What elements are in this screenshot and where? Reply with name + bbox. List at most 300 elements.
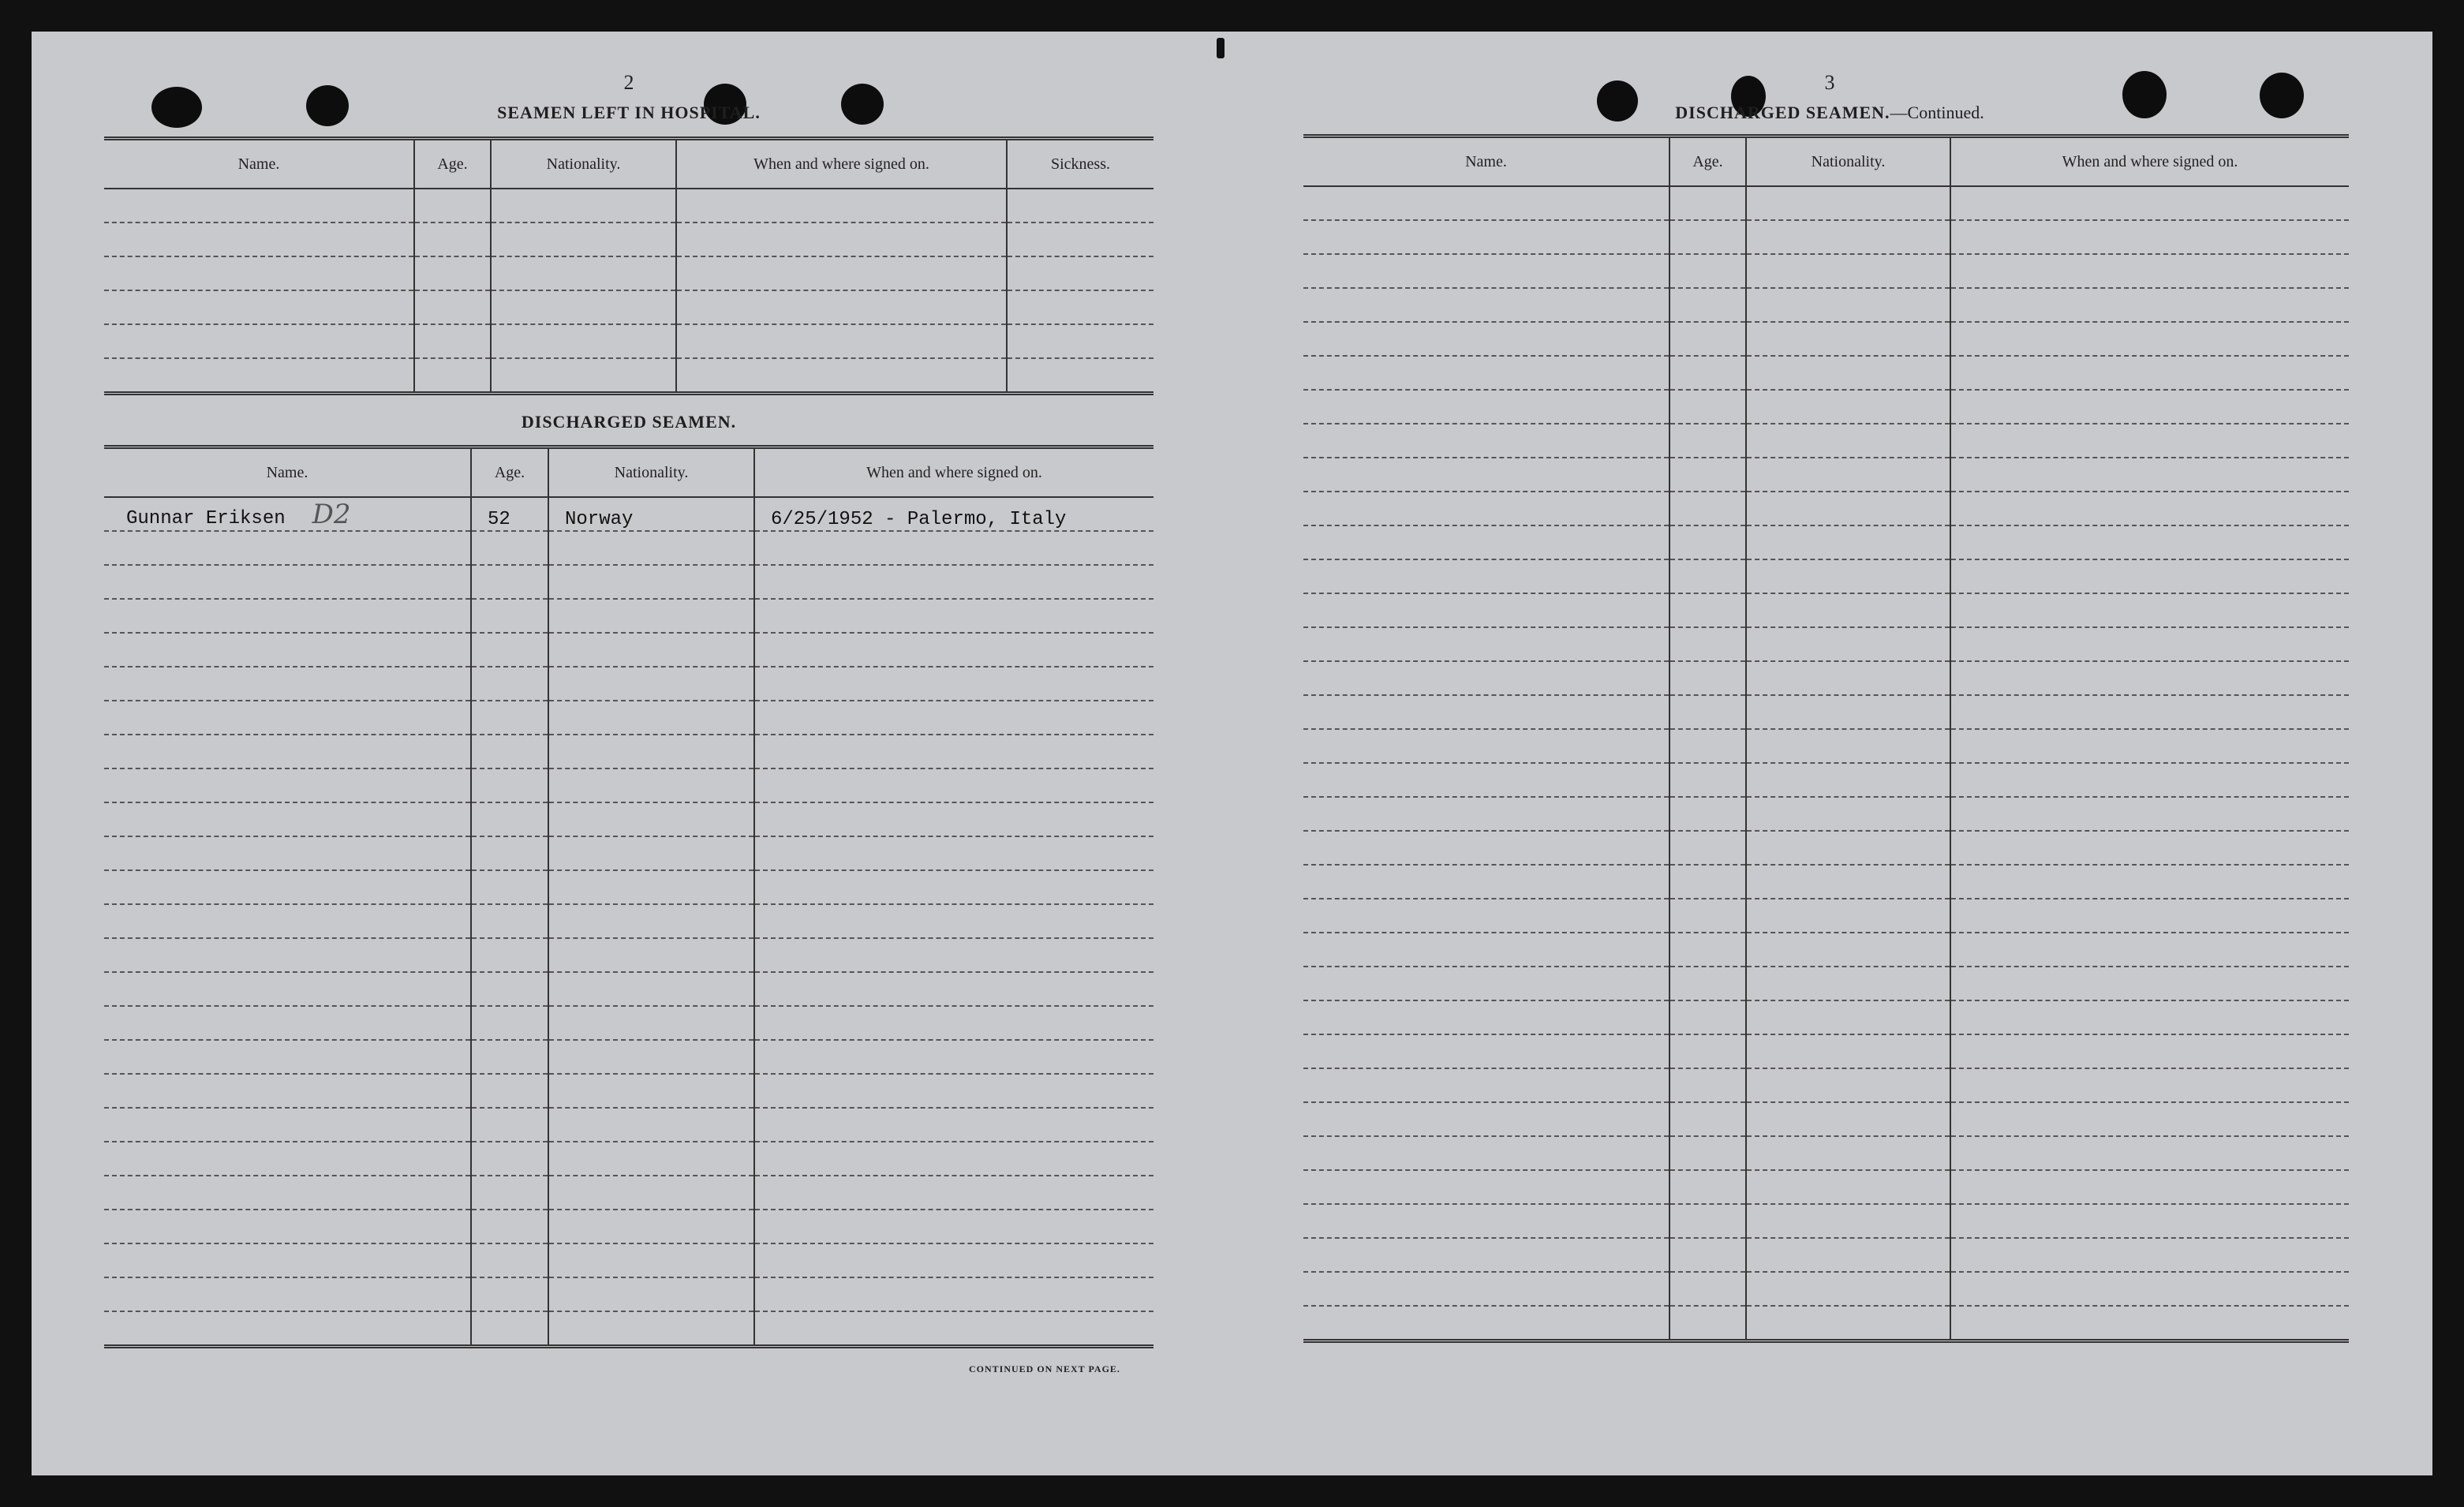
table-cell [1746,186,1950,220]
table-row [1303,729,2349,763]
document-spread [32,32,2432,1475]
table-row [1303,661,2349,695]
table-cell [1303,933,1669,967]
table-cell [471,633,548,667]
table-cell [104,633,471,667]
table-cell [1669,1102,1746,1136]
table-cell [104,358,414,394]
table-cell [1746,899,1950,933]
table-cell [1303,1000,1669,1034]
table-cell [1950,865,2349,899]
table-cell [104,735,471,768]
table-cell [104,701,471,735]
table-cell [548,633,754,667]
table-cell [471,938,548,972]
table-cell [471,1142,548,1176]
table-cell [104,1108,471,1142]
table-cell [1950,1204,2349,1238]
table-cell [548,972,754,1006]
table-cell [1303,899,1669,933]
table-cell [1669,1000,1746,1034]
table-row [1303,1204,2349,1238]
table-cell [471,1311,548,1347]
table-cell [1303,729,1669,763]
table-cell [1950,390,2349,424]
column-header-age: Age. [471,447,548,498]
table-row [1303,967,2349,1000]
table-cell [1007,222,1153,256]
table-cell [1746,492,1950,525]
table-cell [754,1243,1153,1277]
table-row [1303,220,2349,254]
table-cell [104,802,471,836]
section-title-discharged-continued [1675,103,1984,123]
binding-mark [1217,38,1225,58]
table-cell [491,256,676,290]
table-cell [754,1311,1153,1347]
table-row [104,531,1153,565]
table-row [1303,1306,2349,1341]
table-row [1303,627,2349,661]
table-cell [754,904,1153,938]
table-row [104,633,1153,667]
table-cell [1746,967,1950,1000]
seaman-name-cell [104,497,471,531]
table-cell [1669,424,1746,458]
table-cell [1746,1170,1950,1204]
table-cell [104,1142,471,1176]
table-cell [754,870,1153,904]
table-cell [548,870,754,904]
table-cell [104,938,471,972]
table-cell [754,565,1153,599]
table-cell [754,938,1153,972]
table-cell [1950,288,2349,322]
table-cell [754,972,1153,1006]
table-cell [1303,865,1669,899]
column-header-nationality: Nationality. [491,139,676,189]
table-cell [1746,356,1950,390]
table-cell [104,1040,471,1074]
table-row [1303,1000,2349,1034]
table-cell [104,972,471,1006]
table-cell [1669,254,1746,288]
table-cell [1303,831,1669,865]
table-cell [1950,424,2349,458]
table-row [104,565,1153,599]
table-cell [104,256,414,290]
table-cell [104,870,471,904]
table-cell [1303,661,1669,695]
table-cell [1950,559,2349,593]
table-cell [1303,627,1669,661]
table-row [104,768,1153,802]
table-row [1303,1068,2349,1102]
table-row [104,358,1153,394]
table-cell [414,222,491,256]
table-cell [414,256,491,290]
table-cell [1669,1034,1746,1068]
table-cell [1669,525,1746,559]
table-cell [1950,695,2349,729]
column-header-name: Name. [1303,136,1669,187]
table-cell [104,904,471,938]
table-cell [104,599,471,633]
table-cell [1303,1068,1669,1102]
table-cell [471,972,548,1006]
table-cell [548,735,754,768]
table-cell [1669,729,1746,763]
table-cell [1746,831,1950,865]
table-cell [471,701,548,735]
table-cell [1746,424,1950,458]
table-row [104,667,1153,701]
table-row [1303,492,2349,525]
table-cell [1950,458,2349,492]
seaman-nationality: Norway [548,497,754,531]
table-cell [1950,967,2349,1000]
table-row [104,290,1153,324]
table-cell [1950,492,2349,525]
table-cell [548,1210,754,1243]
table-cell [754,802,1153,836]
table-cell [754,1040,1153,1074]
seaman-signed-on: 6/25/1952 - Palermo, Italy [754,497,1153,531]
seaman-name: Gunnar Eriksen [126,508,286,529]
table-cell [1950,1136,2349,1170]
table-cell [1669,322,1746,356]
table-cell [754,1006,1153,1040]
table-cell [754,1142,1153,1176]
table-row [104,1108,1153,1142]
table-cell [754,1210,1153,1243]
table-cell [414,290,491,324]
column-header-age: Age. [414,139,491,189]
table-cell [754,667,1153,701]
table-cell [754,599,1153,633]
table-row [104,1277,1153,1311]
table-cell [548,531,754,565]
table-cell [1303,967,1669,1000]
table-cell [491,222,676,256]
table-cell [1669,593,1746,627]
table-cell [1746,1068,1950,1102]
table-row [1303,1272,2349,1306]
column-header-nationality: Nationality. [548,447,754,498]
table-cell [104,222,414,256]
table-row [104,802,1153,836]
table-cell [1007,324,1153,358]
table-cell [491,358,676,394]
table-cell [1303,1204,1669,1238]
table-cell [548,701,754,735]
table-cell [1303,458,1669,492]
table-cell [1303,695,1669,729]
table-row [104,938,1153,972]
table-cell [548,1243,754,1277]
table-cell [1746,288,1950,322]
table-cell [1950,933,2349,967]
table-cell [1950,797,2349,831]
table-cell [676,222,1007,256]
table-row [104,972,1153,1006]
table-cell [1303,254,1669,288]
table-cell [104,1006,471,1040]
table-cell [1746,525,1950,559]
table-cell [471,1277,548,1311]
table-cell [1950,1272,2349,1306]
table-cell [1669,356,1746,390]
table-cell [104,324,414,358]
table-cell [1950,1306,2349,1341]
table-cell [1950,1238,2349,1272]
table-cell [1303,1034,1669,1068]
column-header-signed-on: When and where signed on. [754,447,1153,498]
table-row [1303,695,2349,729]
table-row [1303,559,2349,593]
table-cell [471,1176,548,1210]
table-cell [548,565,754,599]
table-row [1303,763,2349,797]
table-cell [1303,763,1669,797]
table-cell [676,290,1007,324]
table-row [1303,525,2349,559]
table-cell [1950,356,2349,390]
column-header-signed-on: When and where signed on. [1950,136,2349,187]
table-cell [1950,1034,2349,1068]
table-row [1303,254,2349,288]
table-cell [1746,1306,1950,1341]
table-row [1303,288,2349,322]
table-cell [1303,1102,1669,1136]
table-cell [1746,559,1950,593]
table-cell [1303,559,1669,593]
table-cell [104,836,471,870]
table-cell [548,667,754,701]
table-cell [548,802,754,836]
table-cell [104,565,471,599]
table-row [104,324,1153,358]
table-cell [104,768,471,802]
table-row [104,1074,1153,1108]
table-cell [754,768,1153,802]
table-cell [471,599,548,633]
table-cell [471,1210,548,1243]
table-cell [1669,865,1746,899]
table-cell [548,1074,754,1108]
table-cell [104,189,414,222]
table-cell [1669,1306,1746,1341]
table-cell [1303,288,1669,322]
table-cell [491,189,676,222]
table-cell [1669,763,1746,797]
discharged-table [104,445,1153,1348]
table-row [104,735,1153,768]
table-row [1303,865,2349,899]
table-cell [104,667,471,701]
table-row [104,1142,1153,1176]
table-cell [414,324,491,358]
table-cell [1303,186,1669,220]
handwritten-mark: D2 [312,499,351,530]
table-cell [754,1108,1153,1142]
table-row [1303,933,2349,967]
table-cell [471,667,548,701]
table-cell [1746,322,1950,356]
column-header-name: Name. [104,139,414,189]
table-cell [548,938,754,972]
table-cell [1303,356,1669,390]
table-cell [1746,1204,1950,1238]
table-cell [1746,1034,1950,1068]
table-row [104,497,1153,531]
section-title-text: DISCHARGED SEAMEN. [1675,103,1890,122]
table-cell [491,290,676,324]
table-row [1303,186,2349,220]
table-cell [104,1074,471,1108]
hospital-table [104,136,1153,395]
table-cell [1669,1238,1746,1272]
table-cell [1746,1136,1950,1170]
table-cell [1950,186,2349,220]
table-cell [471,904,548,938]
table-cell [1669,186,1746,220]
table-cell [1746,390,1950,424]
table-row [1303,356,2349,390]
table-cell [548,1142,754,1176]
table-cell [548,1040,754,1074]
table-cell [548,904,754,938]
table-cell [471,1040,548,1074]
table-cell [1746,1272,1950,1306]
table-row [1303,1136,2349,1170]
table-cell [104,531,471,565]
table-cell [1669,899,1746,933]
table-cell [1746,661,1950,695]
page-number: 3 [1824,71,1835,94]
table-cell [754,701,1153,735]
table-row [104,1210,1153,1243]
table-cell [676,358,1007,394]
table-row [104,599,1153,633]
table-cell [1303,1170,1669,1204]
table-cell [1669,390,1746,424]
table-cell [1950,627,2349,661]
table-cell [1669,1204,1746,1238]
table-row [1303,1238,2349,1272]
table-cell [1950,831,2349,865]
table-cell [1746,254,1950,288]
table-row [104,1176,1153,1210]
discharged-continued-table [1303,134,2349,1343]
table-cell [471,565,548,599]
table-cell [1669,933,1746,967]
table-cell [1303,1272,1669,1306]
table-cell [754,633,1153,667]
table-cell [1669,661,1746,695]
table-cell [548,599,754,633]
table-cell [548,1006,754,1040]
table-cell [471,870,548,904]
table-cell [1950,1102,2349,1136]
table-row [104,870,1153,904]
table-cell [414,189,491,222]
table-cell [1303,220,1669,254]
column-header-nationality: Nationality. [1746,136,1950,187]
table-row [104,1006,1153,1040]
left-page [104,32,1185,1475]
table-cell [1669,797,1746,831]
table-cell [548,836,754,870]
table-cell [104,1277,471,1311]
table-cell [1950,322,2349,356]
table-row [1303,424,2349,458]
table-cell [1950,1068,2349,1102]
table-row [1303,899,2349,933]
table-cell [471,1074,548,1108]
table-cell [1746,797,1950,831]
table-cell [1303,1306,1669,1341]
page-number: 2 [623,71,634,94]
table-row [104,701,1153,735]
table-cell [1746,458,1950,492]
table-row [1303,797,2349,831]
table-row [104,1311,1153,1347]
table-cell [1303,492,1669,525]
table-cell [471,836,548,870]
table-cell [1746,1102,1950,1136]
table-row [104,189,1153,222]
table-cell [1950,1170,2349,1204]
table-cell [548,1108,754,1142]
table-cell [1669,967,1746,1000]
table-row [1303,831,2349,865]
table-row [1303,593,2349,627]
table-cell [1950,661,2349,695]
table-cell [1746,729,1950,763]
table-cell [1669,559,1746,593]
table-cell [548,1277,754,1311]
table-cell [1669,695,1746,729]
table-cell [1669,1170,1746,1204]
table-cell [471,1108,548,1142]
table-cell [104,1311,471,1347]
table-cell [754,1074,1153,1108]
column-header-name: Name. [104,447,471,498]
table-cell [676,189,1007,222]
table-cell [1950,1000,2349,1034]
table-row [104,256,1153,290]
table-cell [754,836,1153,870]
table-cell [104,1243,471,1277]
table-cell [676,324,1007,358]
table-cell [1746,220,1950,254]
table-cell [1669,220,1746,254]
table-cell [471,768,548,802]
seaman-age: 52 [471,497,548,531]
table-cell [548,1311,754,1347]
column-header-age: Age. [1669,136,1746,187]
column-header-sickness: Sickness. [1007,139,1153,189]
table-cell [1303,1238,1669,1272]
table-cell [1669,831,1746,865]
table-row [104,222,1153,256]
table-cell [471,531,548,565]
table-row [1303,458,2349,492]
table-cell [104,1176,471,1210]
right-page [1303,32,2388,1475]
table-cell [1950,593,2349,627]
